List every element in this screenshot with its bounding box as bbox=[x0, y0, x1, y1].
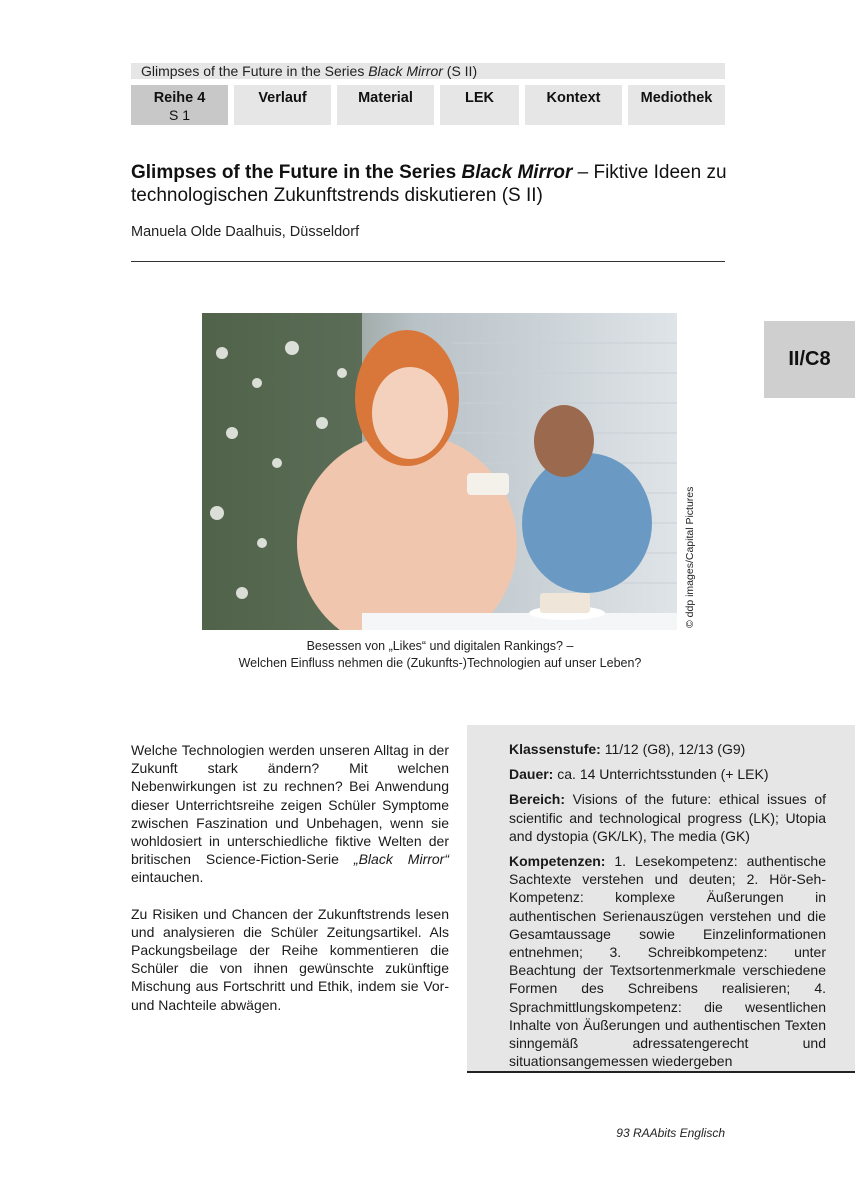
intro-paragraph-2: Zu Risiken und Chancen der Zukunftstrends lesen und analysieren die Schüler Zeitungsartikel. Als Packungsbeilage der Reihe kommentieren die Schüler die von ihnen gewünschte zukünftige Mischung aus Fortschritt und Ethik, indem sie Vor- und Nachteile abwägen. bbox=[131, 905, 449, 1013]
caption-line-1: Besessen von „Likes“ und digitalen Rankings? – bbox=[306, 639, 574, 653]
figure-caption bbox=[180, 638, 700, 672]
info-dauer: Dauer: ca. 14 Unterrichtsstunden (+ LEK) bbox=[509, 766, 769, 783]
intro-paragraph-1: Welche Technologien werden unseren Alltag in der Zukunft stark ändern? Mit welchen Nebenwirkungen ist zu rechnen? Bei Anwendung dieser Unterrichtsreihe zeigen Schüler Symptome zwischen Faszination und Unbehagen, wenn sie wohldosiert in unterschiedliche fiktive Welten der britischen Science-Fiction-Serie „Black Mirror“ eintauchen. bbox=[131, 742, 449, 886]
tab-mediothek[interactable]: Mediothek bbox=[628, 85, 725, 125]
info-klassenstufe: Klassenstufe: 11/12 (G8), 12/13 (G9) bbox=[509, 741, 746, 757]
intro-text bbox=[131, 741, 449, 1032]
series-title-italic: Black Mirror bbox=[368, 63, 443, 79]
page-title: Glimpses of the Future in the Series Black Mirror – Fiktive Ideen zu technologischen Zukunftstrends diskutieren (S II) bbox=[131, 162, 727, 206]
info-kompetenzen: Kompetenzen: 1. Lesekompetenz: authentische Sachtexte verstehen und deuten; 2. Hör-Seh-Kompetenz: komplexe Äußerungen in authentischen Serienauszügen verstehen und die Gesamtaussage sowie Einzelinformationen entnehmen; 3. Schreibkompetenz: unter Beachtung der Textsortenmerkmale verschiedene Formen des Schreibens realisieren; 4. Sprachmittlungskompetenz: die wesentlichen Inhalte von Äußerungen und authentischen Texten sinngemäß adressatengerecht und situationsangemessen wiedergeben bbox=[509, 853, 826, 1070]
tab-verlauf[interactable]: Verlauf bbox=[234, 85, 331, 125]
info-box bbox=[467, 725, 855, 1073]
tab-lek[interactable]: LEK bbox=[440, 85, 519, 125]
author-line: Manuela Olde Daalhuis, Düsseldorf bbox=[131, 224, 360, 240]
title-divider bbox=[131, 261, 725, 262]
info-bereich: Bereich: Visions of the future: ethical issues of scientific and technological progress (LK); Utopia and dystopia (GK/LK), The media (GK) bbox=[509, 791, 826, 844]
photo-credit: © ddp images/Capital Pictures bbox=[684, 486, 696, 628]
tab-material[interactable]: Material bbox=[337, 85, 434, 125]
tab-kontext[interactable]: Kontext bbox=[525, 85, 622, 125]
section-tabs bbox=[131, 85, 725, 125]
unit-code-badge: II/C8 bbox=[764, 321, 855, 398]
caption-line-2: Welchen Einfluss nehmen die (Zukunfts-)Technologien auf unser Leben? bbox=[238, 656, 642, 670]
series-breadcrumb: Glimpses of the Future in the Series Black Mirror (S II) bbox=[131, 63, 725, 79]
page-footer: 93 RAAbits Englisch bbox=[616, 1126, 725, 1140]
cover-photo bbox=[202, 313, 677, 630]
tab-reihe-4[interactable]: Reihe 4 S 1 bbox=[131, 85, 228, 125]
tab-reihe-4-sub: S 1 bbox=[168, 107, 190, 123]
